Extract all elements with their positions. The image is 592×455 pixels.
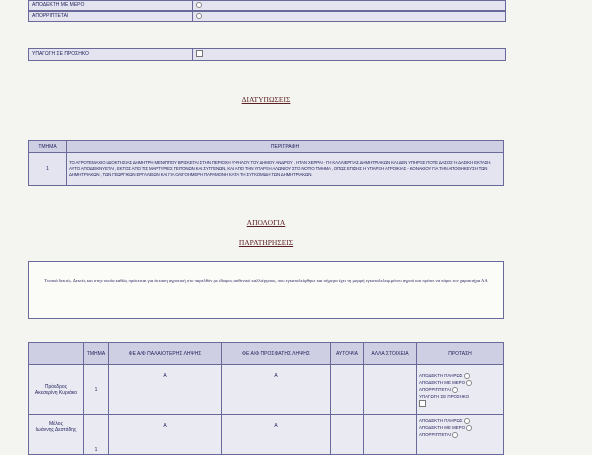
subject-label: ΥΠΑΓΩΓΗ ΣΕ ΠΡΟΣΗΚΟ bbox=[29, 49, 193, 60]
proposal-checkbox[interactable] bbox=[419, 400, 426, 407]
new-photo-cell: Α bbox=[222, 365, 331, 415]
member-role: Πρόεδρος bbox=[44, 383, 68, 390]
option-label: ΑΠΟΡΡΙΠΤΕΤΑΙ bbox=[29, 12, 193, 21]
header-member bbox=[29, 343, 84, 365]
member-cell bbox=[29, 415, 84, 455]
other-cell bbox=[364, 415, 417, 455]
subject-row bbox=[28, 48, 506, 61]
proposal-option: ΑΠΟΔΕΚΤΗ ΠΛΗΡΩΣ bbox=[419, 418, 463, 423]
option-row-2 bbox=[28, 11, 506, 22]
autopsy-cell bbox=[331, 365, 364, 415]
proposal-option: ΥΠΑΓΩΓΗ ΣΕ ΠΡΟΣΗΚΟ bbox=[419, 393, 470, 399]
diatyposeis-table bbox=[28, 140, 504, 186]
header-other: ΑΛΛΑ ΣΤΟΙΧΕΙΑ bbox=[364, 343, 417, 365]
paratiriseis-box bbox=[28, 261, 504, 319]
apologia-title: ΑΠΟΛΟΓΙΑ bbox=[246, 218, 286, 227]
proposal-option: ΑΠΟΔΕΚΤΗ ΜΕ ΜΕΡΟ bbox=[419, 425, 466, 430]
new-photo-cell: Α bbox=[222, 415, 331, 455]
subject-checkbox[interactable] bbox=[196, 50, 203, 57]
proposal-option: ΑΠΟΡΡΙΠΤΕΤΑΙ bbox=[419, 386, 451, 392]
diatyposeis-title: ΔΙΑΤΥΠΩΣΕΙΣ bbox=[241, 95, 291, 104]
option-radio[interactable] bbox=[196, 2, 202, 8]
header-old-photo: ΦΕ Α/Φ ΠΑΛΑΙΟΤΕΡΗΣ ΛΗΨΗΣ bbox=[109, 343, 222, 365]
header-autopsy: ΑΥΤΟΨΙΑ bbox=[331, 343, 364, 365]
grid-header-row bbox=[29, 343, 504, 365]
proposal-radio[interactable] bbox=[466, 425, 472, 431]
header-tmima: ΤΜΗΜΑ bbox=[84, 343, 109, 365]
tmima-cell: 1 bbox=[84, 365, 109, 415]
option-radio[interactable] bbox=[196, 13, 202, 19]
table-header-row bbox=[29, 141, 504, 153]
member-name: Ιωάννης Δεστάδης bbox=[35, 427, 77, 433]
proposal-option: ΑΠΟΔΕΚΤΗ ΠΛΗΡΩΣ bbox=[419, 372, 463, 378]
header-perigrafi: ΠΕΡΙΓΡΑΦΗ bbox=[67, 141, 504, 153]
option-row-1 bbox=[28, 0, 506, 11]
member-cell bbox=[29, 365, 84, 415]
proposal-grid bbox=[28, 342, 504, 455]
proposal-cell bbox=[417, 365, 504, 415]
proposal-radio[interactable] bbox=[466, 380, 472, 386]
paratiriseis-title: ΠΑΡΑΤΗΡΗΣΕΙΣ bbox=[238, 238, 294, 247]
autopsy-cell bbox=[331, 415, 364, 455]
table-row bbox=[29, 153, 504, 186]
proposal-radio[interactable] bbox=[464, 418, 470, 424]
old-photo-cell: Α bbox=[109, 415, 222, 455]
row-tmima: 1 bbox=[29, 153, 67, 186]
paratiriseis-text: Τυπικά δεκτές. Δεκτές και στην ουσία καθώς πρόκειται για έκταση αγροτική στο παρελθόν με έδαφος ασθενικό καλλιέργειας, που εγκαταλείφθηκε και σήμερα έχει τη μορφή εγκαταλελειμμένου αγρού και πρέπει να πάρει τον χαρακτήρα ΑΑ bbox=[44, 278, 488, 283]
proposal-radio[interactable] bbox=[452, 387, 458, 393]
proposal-option: ΑΠΟΡΡΙΠΤΕΤΑΙ bbox=[419, 432, 451, 437]
table-row bbox=[29, 415, 504, 455]
header-tmima: ΤΜΗΜΑ bbox=[29, 141, 67, 153]
member-role: Μέλος bbox=[48, 421, 63, 427]
header-proposal: ΠΡΟΤΑΣΗ bbox=[417, 343, 504, 365]
proposal-radio[interactable] bbox=[464, 373, 470, 379]
option-label: ΑΠΟΔΕΚΤΗ ΜΕ ΜΕΡΟ bbox=[29, 1, 193, 10]
table-row bbox=[29, 365, 504, 415]
proposal-cell bbox=[417, 415, 504, 455]
proposal-option: ΑΠΟΔΕΚΤΗ ΜΕ ΜΕΡΟ bbox=[419, 379, 466, 385]
member-name: Ακεσερίνη Κυριάκο bbox=[34, 389, 78, 396]
other-cell bbox=[364, 365, 417, 415]
old-photo-cell: Α bbox=[109, 365, 222, 415]
proposal-radio[interactable] bbox=[452, 432, 458, 438]
tmima-cell: 1 bbox=[84, 415, 109, 455]
header-new-photo: ΦΕ Α/Φ ΠΡΟΣΦΑΤΗΣ ΛΗΨΗΣ bbox=[222, 343, 331, 365]
row-text: ΤΟ ΑΓΡΟΤΕΜΑΧΙΟ ΙΔΙΟΚΤΗΣΙΑΣ ΔΗΜΗΤΡΗ ΜΕΝΙΠΠΟΥ ΒΡΙΣΚΕΤΑΙ ΣΤΗΝ ΠΕΡΙΟΧΗ ΥΨΗΛΟΥ ΤΟΥ ΔΗΜΟΥ ΑΝΔΡΟΥ . ΗΤΑΝ ΧΕΡΡΑΙ - ΓΗ ΚΑΛΛΙΕΡΓΙΑΣ ΔΗΜΗΤΡΙΑΚΩΝ ΚΑΙ ΔΕΝ ΥΠΗΡΞΕ ΠΟΤΕ ΔΑΣΟΣ Ή ΔΑΣΙΚΗ ΕΚΤΑΣΗ. ΑΥΤΟ ΑΠΟΔΕΙΚΝΥΕΤΑΙ , ΕΚΤΟΣ ΑΠΟ ΤΙΣ ΜΑΡΤΥΡΙΕΣ ΓΕΙΤΟΝΩΝ ΚΑΙ ΣΥΓΓΕΝΩΝ, ΚΑΙ ΑΠΟ ΤΗΝ ΥΠΑΡΞΗ ΑΛΩΝΙΟΥ ΣΤΟ ΝΟΤΙΟ ΤΜΗΜΑ , ΟΠΩΣ ΕΠΙΣΗΣ Η ΥΠΑΡΞΗ ΑΓΡΟΙΚΙΑΣ - ΚΟΝΑΚΙΟΥ ΓΙΑ ΤΗΝ ΑΠΟΘΗΚΕΥΣΗ ΤΩΝ ΔΗΜΗΤΡΙΑΚΩΝ , ΤΩΝ ΓΕΩΡΓΙΚΩΝ ΕΡΓΑΛΕΙΩΝ ΚΑΙ ΓΙΑ ΟΛΙΓΟΗΜΕΡΗ ΠΑΡΑΜΟΝΗ ΚΑΤΑ ΤΗ ΣΥΓΚΟΜΙΔΗ ΤΩΝ ΔΗΜΗΤΡΙΑΚΩΝ. bbox=[67, 153, 504, 186]
